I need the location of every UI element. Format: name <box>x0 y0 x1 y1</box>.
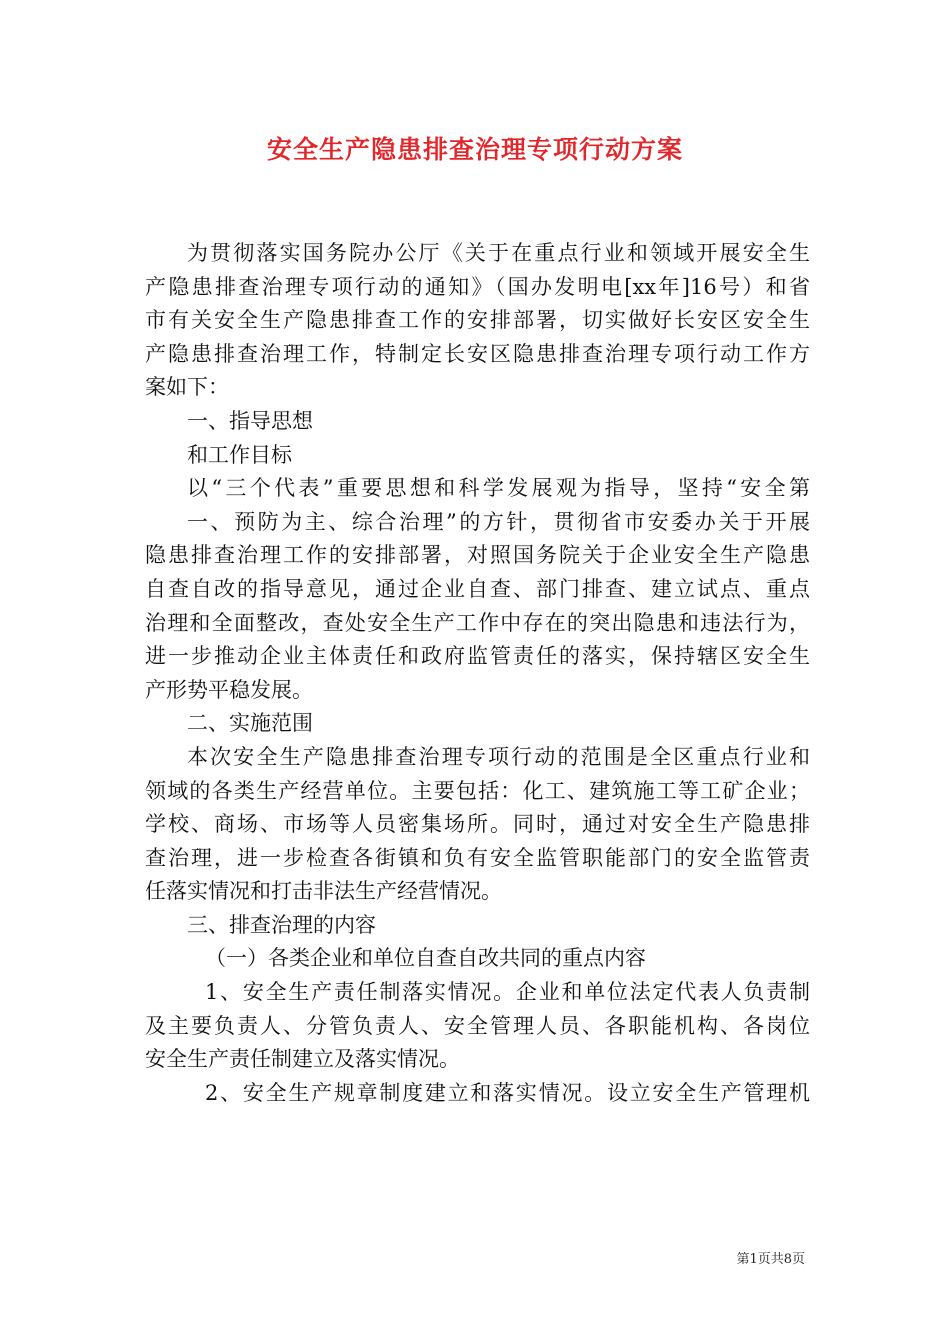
text-line: 查治理，进一步检查各街镇和负有安全监管职能部门的安全监管责 <box>145 845 810 870</box>
text-line: 隐患排查治理工作的安排部署，对照国务院关于企业安全生产隐患 <box>145 543 810 568</box>
text-line: 及主要负责人、分管负责人、安全管理人员、各职能机构、各岗位 <box>145 1013 810 1038</box>
text-line: 学校、商场、市场等人员密集场所。同时，通过对安全生产隐患排 <box>145 812 810 837</box>
text-line: 自查自改的指导意见，通过企业自查、部门排查、建立试点、重点 <box>145 576 810 601</box>
page-footer: 第1页共8页 <box>736 1252 805 1267</box>
page-title: 安全生产隐患排查治理专项行动方案 <box>266 135 683 164</box>
text-line: 进一步推动企业主体责任和政府监管责任的落实，保持辖区安全生 <box>145 644 810 669</box>
text-line: 案如下： <box>145 375 229 400</box>
text-line: 治理和全面整改，查处安全生产工作中存在的突出隐患和违法行为， <box>145 610 810 635</box>
text-line: 安全生产责任制建立及落实情况。 <box>145 1047 460 1072</box>
text-line: （一）各类企业和单位自查自改共同的重点内容 <box>205 946 646 971</box>
text-line: 和工作目标 <box>187 442 292 467</box>
text-line: 产隐患排查治理工作，特制定长安区隐患排查治理专项行动工作方 <box>145 341 810 366</box>
text-line: 一、预防为主、综合治理”的方针，贯彻省市安委办关于开展 <box>187 509 810 534</box>
text-line: 2、安全生产规章制度建立和落实情况。设立安全生产管理机 <box>205 1080 810 1105</box>
text-line: 产隐患排查治理专项行动的通知》（国办发明电[xx年]16号）和省 <box>145 274 810 299</box>
text-line: 二、实施范围 <box>187 711 313 736</box>
text-line: 领域的各类生产经营单位。主要包括：化工、建筑施工等工矿企业； <box>145 778 810 803</box>
text-line: 1、安全生产责任制落实情况。企业和单位法定代表人负责制 <box>205 980 810 1005</box>
document-body <box>145 237 810 1110</box>
text-line: 三、排查治理的内容 <box>187 912 376 937</box>
text-line: 市有关安全生产隐患排查工作的安排部署，切实做好长安区安全生 <box>145 308 810 333</box>
text-line: 任落实情况和打击非法生产经营情况。 <box>145 879 502 904</box>
text-line: 产形势平稳发展。 <box>145 677 313 702</box>
text-line: 为贯彻落实国务院办公厅《关于在重点行业和领域开展安全生 <box>187 241 810 265</box>
text-line: 本次安全生产隐患排查治理专项行动的范围是全区重点行业和 <box>187 744 810 769</box>
text-line: 以“三个代表”重要思想和科学发展观为指导，坚持“安全第 <box>187 476 810 501</box>
text-line: 一、指导思想 <box>187 408 313 433</box>
